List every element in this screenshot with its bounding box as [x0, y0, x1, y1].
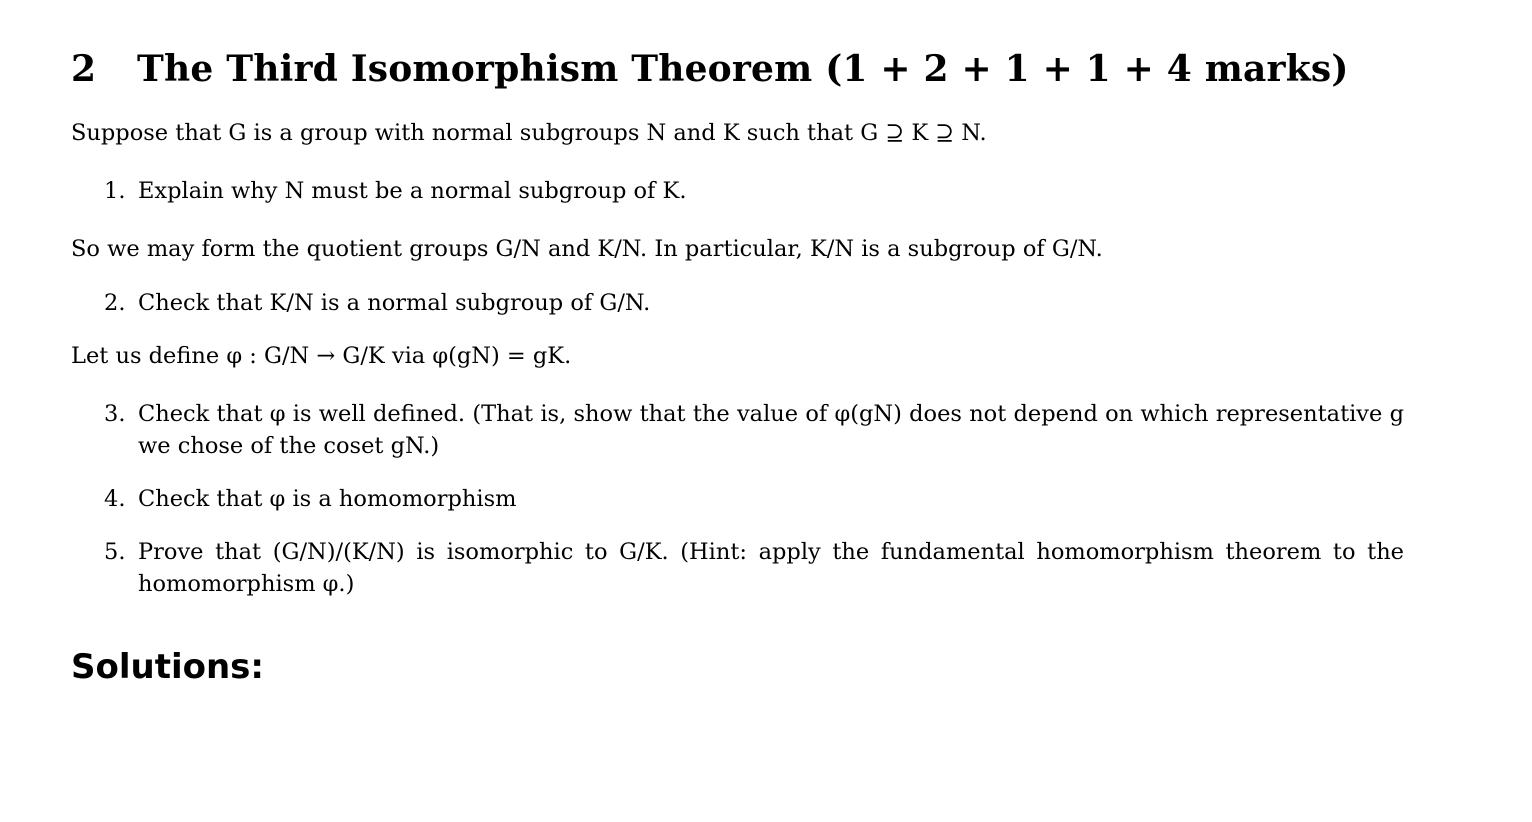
question-number: 5. [104, 539, 126, 565]
solutions-heading: Solutions: [71, 647, 265, 687]
question-text: Prove that (G/N)/(K/N) is isomorphic to G/K. (Hint: apply the fundamental homomorphism theorem to the homomorphism φ.) [138, 539, 1404, 597]
definition-paragraph: Let us define φ : G/N → G/K via φ(gN) = gK. [71, 343, 572, 369]
question-item-4 [104, 483, 1404, 515]
question-number: 1. [104, 178, 126, 204]
question-number: 2. [104, 290, 126, 316]
question-text: Check that φ is a homomorphism [138, 486, 517, 512]
question-item-1 [104, 175, 1404, 207]
quotient-paragraph: So we may form the quotient groups G/N and K/N. In particular, K/N is a subgroup of G/N. [71, 236, 1103, 262]
question-text: Explain why N must be a normal subgroup of K. [138, 178, 687, 204]
question-text: Check that K/N is a normal subgroup of G/N. [138, 290, 651, 316]
section-title: The Third Isomorphism Theorem (1 + 2 + 1 + 1 + 4 marks) [137, 48, 1349, 90]
question-item-2 [104, 287, 1404, 319]
question-number: 4. [104, 486, 126, 512]
question-item-3 [104, 398, 1404, 462]
question-text: Check that φ is well defined. (That is, show that the value of φ(gN) does not depend on which representative g we chose of the coset gN.) [138, 401, 1404, 459]
question-number: 3. [104, 401, 126, 427]
question-item-5 [104, 536, 1404, 600]
section-heading [71, 44, 1349, 94]
intro-paragraph: Suppose that G is a group with normal subgroups N and K such that G ⊇ K ⊇ N. [71, 120, 987, 146]
section-number: 2 [71, 48, 97, 90]
